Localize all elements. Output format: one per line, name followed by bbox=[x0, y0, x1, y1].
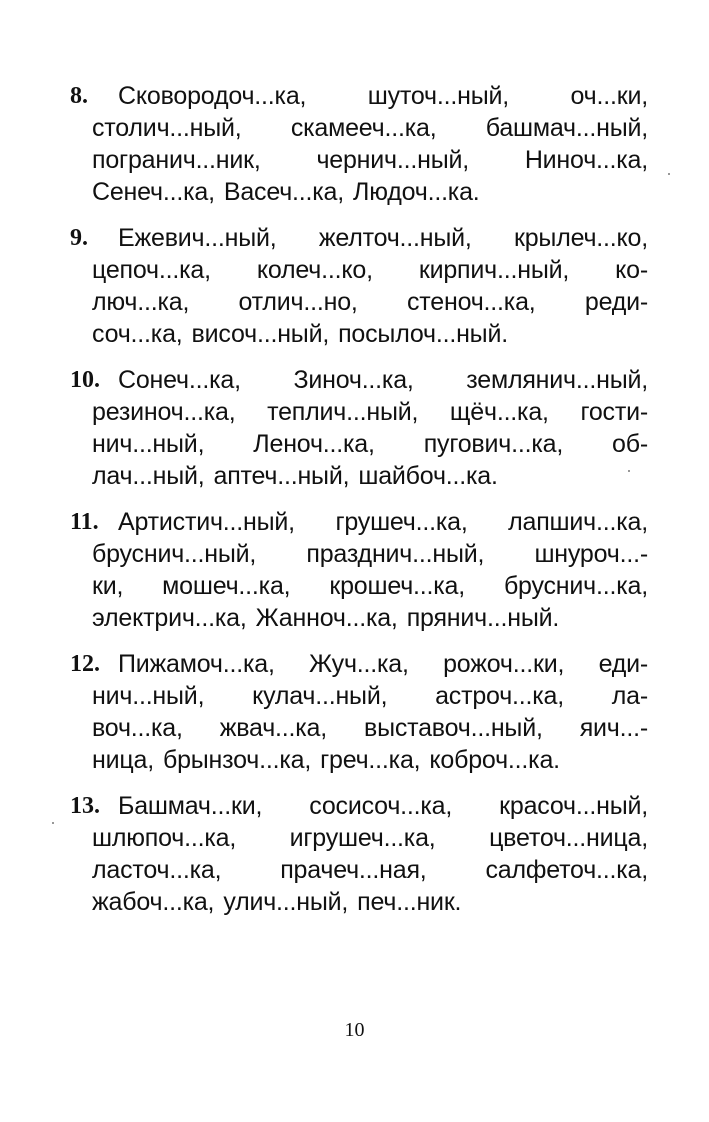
word-blank: Васеч...ка, bbox=[223, 178, 344, 206]
word-blank: отлич...но, bbox=[238, 288, 358, 316]
exercise-line bbox=[70, 570, 648, 602]
word-blank: празднич...ный, bbox=[306, 540, 485, 568]
exercise-number: 10. bbox=[70, 367, 100, 393]
exercise-line bbox=[70, 648, 648, 680]
word-blank: Людоч...ка. bbox=[353, 178, 480, 206]
word-blank: люч...ка, bbox=[92, 288, 190, 316]
word-blank: башмач...ный, bbox=[485, 114, 648, 142]
exercise-line bbox=[70, 428, 648, 460]
exercise-line bbox=[70, 286, 648, 318]
word-blank: Жанноч...ка, bbox=[255, 604, 398, 632]
exercise-line bbox=[70, 538, 648, 570]
word-blank: прянич...ный. bbox=[406, 604, 560, 632]
word-blank: брынзоч...ка, bbox=[162, 746, 312, 774]
exercise-line bbox=[70, 222, 648, 254]
word-blank: жабоч...ка, bbox=[92, 888, 215, 916]
word-blank: Сковородоч...ка, bbox=[118, 82, 307, 110]
word-blank: аптеч...ный, bbox=[213, 462, 350, 490]
word-blank: соч...ка, bbox=[92, 320, 183, 348]
word-blank: печ...ник. bbox=[357, 888, 462, 916]
word-blank: Ежевич...ный, bbox=[118, 224, 277, 252]
word-blank: Ниноч...ка, bbox=[524, 146, 648, 174]
word-blank: Пижамоч...ка, bbox=[118, 650, 275, 678]
word-blank: ница, bbox=[92, 746, 154, 774]
exercise-line bbox=[70, 712, 648, 744]
word-blank: жвач...ка, bbox=[219, 714, 328, 742]
word-blank: столич...ный, bbox=[92, 114, 242, 142]
word-blank: теплич...ный, bbox=[267, 398, 419, 426]
word-blank: нич...ный, bbox=[92, 430, 205, 458]
word-blank: нич...ный, bbox=[92, 682, 205, 710]
word-blank: Башмач...ки, bbox=[118, 792, 263, 820]
exercise-line bbox=[70, 854, 648, 886]
exercise-item bbox=[70, 364, 648, 492]
exercise-item bbox=[70, 790, 648, 918]
word-blank: реди- bbox=[584, 288, 648, 316]
exercise-number: 8. bbox=[70, 83, 88, 109]
word-blank: еди- bbox=[598, 650, 648, 678]
word-blank: сосисоч...ка, bbox=[309, 792, 453, 820]
word-blank: салфеточ...ка, bbox=[485, 856, 648, 884]
word-blank: кирпич...ный, bbox=[418, 256, 570, 284]
word-blank: ла- bbox=[611, 682, 648, 710]
word-blank: игрушеч...ка, bbox=[289, 824, 436, 852]
exercise-line bbox=[70, 254, 648, 286]
exercise-line bbox=[70, 744, 648, 776]
word-blank: воч...ка, bbox=[92, 714, 183, 742]
word-blank: шнуроч...- bbox=[534, 540, 648, 568]
word-blank: улич...ный, bbox=[223, 888, 349, 916]
word-blank: погранич...ник, bbox=[92, 146, 261, 174]
word-blank: Зиноч...ка, bbox=[293, 366, 414, 394]
exercise-line bbox=[70, 506, 648, 538]
exercise-line bbox=[70, 396, 648, 428]
word-blank: землянич...ный, bbox=[466, 366, 648, 394]
word-blank: Сенеч...ка, bbox=[92, 178, 215, 206]
word-blank: Леноч...ка, bbox=[253, 430, 375, 458]
exercise-list bbox=[70, 80, 648, 932]
exercise-number: 11. bbox=[70, 509, 99, 535]
word-blank: крошеч...ка, bbox=[329, 572, 466, 600]
page-number: 10 bbox=[344, 1019, 365, 1041]
word-blank: ласточ...ка, bbox=[92, 856, 222, 884]
exercise-line bbox=[70, 460, 648, 492]
exercise-line bbox=[70, 144, 648, 176]
word-blank: бруснич...ка, bbox=[503, 572, 648, 600]
scan-speck bbox=[668, 173, 670, 175]
exercise-line bbox=[70, 602, 648, 634]
word-blank: коброч...ка. bbox=[429, 746, 560, 774]
word-blank: яич...- bbox=[579, 714, 648, 742]
exercise-line bbox=[70, 822, 648, 854]
word-blank: оч...ки, bbox=[570, 82, 648, 110]
exercise-line bbox=[70, 886, 648, 918]
exercise-line bbox=[70, 112, 648, 144]
exercise-line bbox=[70, 364, 648, 396]
word-blank: чернич...ный, bbox=[316, 146, 470, 174]
word-blank: греч...ка, bbox=[320, 746, 421, 774]
word-blank: желточ...ный, bbox=[318, 224, 472, 252]
exercise-number: 9. bbox=[70, 225, 88, 251]
word-blank: гости- bbox=[580, 398, 648, 426]
word-blank: височ...ный, bbox=[191, 320, 330, 348]
word-blank: Сонеч...ка, bbox=[118, 366, 241, 394]
scan-speck bbox=[52, 822, 54, 824]
exercise-line bbox=[70, 680, 648, 712]
word-blank: колеч...ко, bbox=[256, 256, 373, 284]
exercise-line bbox=[70, 318, 648, 350]
word-blank: прачеч...ная, bbox=[280, 856, 427, 884]
word-blank: Артистич...ный, bbox=[118, 508, 295, 536]
exercise-number: 13. bbox=[70, 793, 100, 819]
word-blank: посылоч...ный. bbox=[338, 320, 508, 348]
word-blank: рожоч...ки, bbox=[443, 650, 565, 678]
word-blank: грушеч...ка, bbox=[335, 508, 468, 536]
exercise-item bbox=[70, 648, 648, 776]
exercise-line bbox=[70, 80, 648, 112]
word-blank: лач...ный, bbox=[92, 462, 205, 490]
word-blank: стеноч...ка, bbox=[406, 288, 536, 316]
word-blank: мошеч...ка, bbox=[162, 572, 291, 600]
word-blank: шайбоч...ка. bbox=[358, 462, 498, 490]
exercise-item bbox=[70, 222, 648, 350]
exercise-item bbox=[70, 506, 648, 634]
word-blank: цветоч...ница, bbox=[489, 824, 648, 852]
word-blank: бруснич...ный, bbox=[92, 540, 257, 568]
word-blank: Жуч...ка, bbox=[309, 650, 409, 678]
word-blank: лапшич...ка, bbox=[508, 508, 648, 536]
word-blank: крылеч...ко, bbox=[513, 224, 648, 252]
exercise-item bbox=[70, 80, 648, 208]
word-blank: астроч...ка, bbox=[435, 682, 565, 710]
word-blank: скамееч...ка, bbox=[290, 114, 437, 142]
word-blank: пугович...ка, bbox=[423, 430, 564, 458]
word-blank: щёч...ка, bbox=[449, 398, 549, 426]
word-blank: об- bbox=[612, 430, 648, 458]
word-blank: резиноч...ка, bbox=[92, 398, 236, 426]
word-blank: красоч...ный, bbox=[499, 792, 648, 820]
scan-speck bbox=[628, 470, 630, 472]
exercise-line bbox=[70, 790, 648, 822]
word-blank: электрич...ка, bbox=[92, 604, 247, 632]
exercise-number: 12. bbox=[70, 651, 100, 677]
word-blank: ки, bbox=[92, 572, 124, 600]
word-blank: выставоч...ный, bbox=[363, 714, 543, 742]
exercise-line bbox=[70, 176, 648, 208]
word-blank: шлюпоч...ка, bbox=[92, 824, 237, 852]
word-blank: цепоч...ка, bbox=[92, 256, 211, 284]
word-blank: ко- bbox=[615, 256, 648, 284]
word-blank: кулач...ный, bbox=[252, 682, 388, 710]
word-blank: шуточ...ный, bbox=[367, 82, 510, 110]
